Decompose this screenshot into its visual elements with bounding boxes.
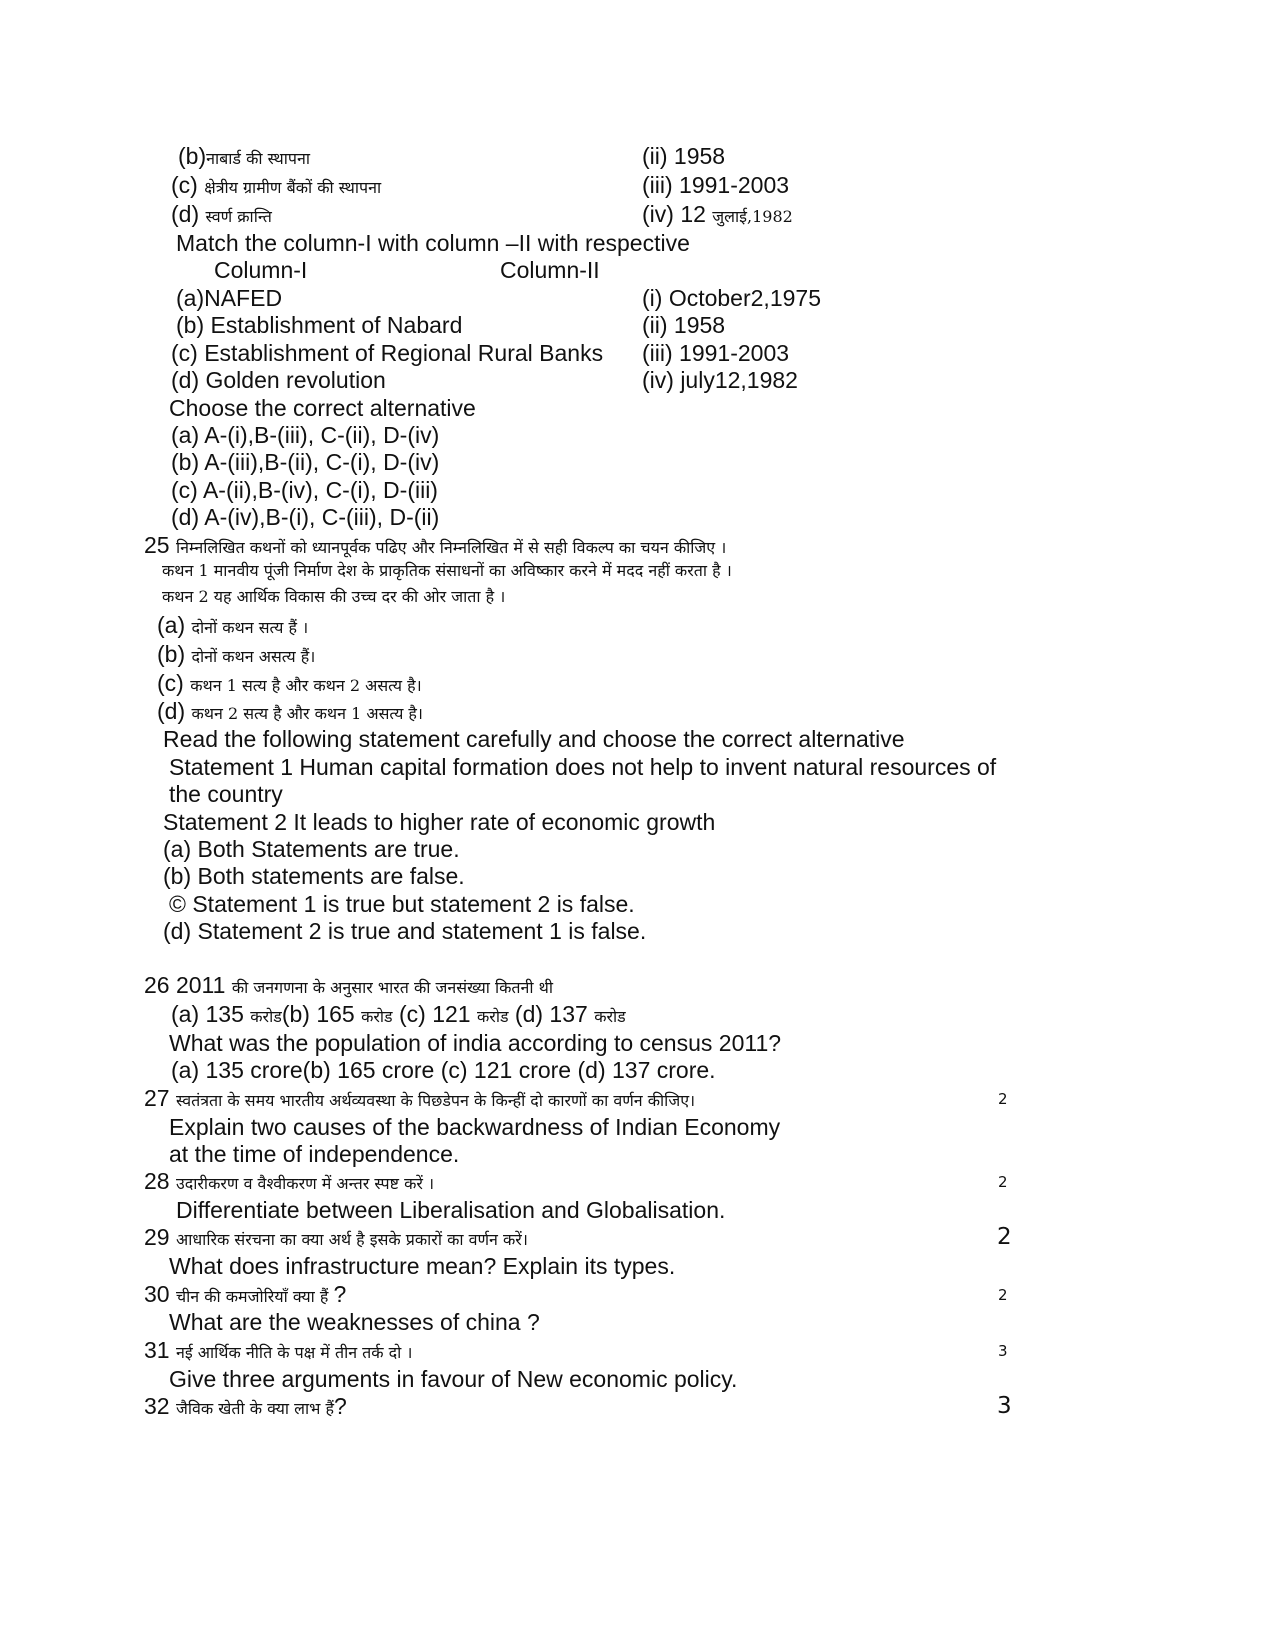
- q24-hindi-row-d-answer: (iv) 12 जुलाई,1982: [642, 201, 793, 227]
- q31-marks: 3: [998, 1342, 1008, 1360]
- q29-english-question: What does infrastructure mean? Explain its types.: [169, 1253, 676, 1279]
- q25-english-statement-1: Statement 1 Human capital formation does not help to invent natural resources of: [169, 754, 997, 780]
- q26-english-options: (a) 135 crore(b) 165 crore (c) 121 crore (d) 137 crore.: [171, 1057, 716, 1083]
- q25-hindi-option-d: (d) कथन 2 सत्य है और कथन 1 असत्य है।: [157, 698, 423, 724]
- q29-hindi-question: 29 आधारिक संरचना का क्या अर्थ है इसके प्रकारों का वर्णन करें।: [144, 1224, 528, 1250]
- q25-english-statement-1-cont: the country: [169, 781, 283, 807]
- q24-hindi-row-c-answer: (iii) 1991-2003: [642, 172, 790, 198]
- q24-hindi-row-b-answer: (ii) 1958: [642, 143, 726, 169]
- q31-english-question: Give three arguments in favour of New economic policy.: [169, 1366, 738, 1392]
- q24-english-row-a: (a)NAFED: [176, 285, 283, 311]
- q24-column-1-header: Column-I: [214, 257, 308, 283]
- q25-english-option-c: © Statement 1 is true but statement 2 is false.: [169, 891, 635, 917]
- q27-marks: 2: [998, 1090, 1008, 1108]
- q29-marks: 2: [997, 1224, 1012, 1250]
- q25-english-statement-2: Statement 2 It leads to higher rate of economic growth: [163, 809, 716, 835]
- q24-english-row-c: (c) Establishment of Regional Rural Banks: [171, 340, 604, 366]
- q24-english-row-b-answer: (ii) 1958: [642, 312, 726, 338]
- q25-hindi-option-b: (b) दोनों कथन असत्य हैं।: [157, 641, 316, 667]
- q28-hindi-question: 28 उदारीकरण व वैश्वीकरण में अन्तर स्पष्ट करें ।: [144, 1168, 435, 1194]
- q31-hindi-question: 31 नई आर्थिक नीति के पक्ष में तीन तर्क दो ।: [144, 1337, 413, 1363]
- q26-hindi-options: (a) 135 करोड(b) 165 करोड (c) 121 करोड (d) 137 करोड: [171, 1001, 626, 1027]
- q24-english-row-c-answer: (iii) 1991-2003: [642, 340, 790, 366]
- q25-hindi-option-c: (c) कथन 1 सत्य है और कथन 2 असत्य है।: [157, 670, 422, 696]
- q27-english-question: Explain two causes of the backwardness of Indian Economy: [169, 1114, 781, 1140]
- q24-option-a: (a) A-(i),B-(iii), C-(ii), D-(iv): [171, 422, 440, 448]
- q25-hindi-statement-2: कथन 2 यह आर्थिक विकास की उच्च दर की ओर जाता है ।: [162, 587, 506, 606]
- q28-english-question: Differentiate between Liberalisation and Globalisation.: [176, 1197, 726, 1223]
- q25-english-option-a: (a) Both Statements are true.: [163, 836, 460, 862]
- q24-english-row-a-answer: (i) October2,1975: [642, 285, 821, 311]
- q26-english-question: What was the population of india according to census 2011?: [169, 1030, 782, 1056]
- q24-instruction: Match the column-I with column –II with respective: [176, 230, 690, 256]
- q30-marks: 2: [998, 1286, 1008, 1304]
- q30-english-question: What are the weaknesses of china ?: [169, 1309, 540, 1335]
- q24-english-row-d-answer: (iv) july12,1982: [642, 367, 798, 393]
- q24-option-b: (b) A-(iii),B-(ii), C-(i), D-(iv): [171, 449, 440, 475]
- q24-hindi-row-c: (c) क्षेत्रीय ग्रामीण बैंकों की स्थापना: [171, 172, 382, 198]
- q25-hindi-statement-1: कथन 1 मानवीय पूंजी निर्माण देश के प्राकृतिक संसाधनों का अविष्कार करने में मदद नहीं करता है ।: [162, 561, 732, 580]
- q24-english-row-d: (d) Golden revolution: [171, 367, 386, 393]
- q24-option-c: (c) A-(ii),B-(iv), C-(i), D-(iii): [171, 477, 438, 503]
- q24-hindi-row-d: (d) स्वर्ण क्रान्ति: [171, 201, 272, 227]
- q25-english-option-b: (b) Both statements are false.: [163, 863, 465, 889]
- q25-hindi-option-a: (a) दोनों कथन सत्य हैं ।: [157, 612, 309, 638]
- q25-english-option-d: (d) Statement 2 is true and statement 1 is false.: [163, 918, 647, 944]
- q27-hindi-question: 27 स्वतंत्रता के समय भारतीय अर्थव्यवस्था के पिछडेपन के किन्हीं दो कारणों का वर्णन कीजिए।: [144, 1085, 696, 1111]
- q25-hindi-question: 25 निम्नलिखित कथनों को ध्यानपूर्वक पढिए और निम्नलिखित में से सही विकल्प का चयन कीजिए ।: [144, 532, 727, 558]
- q32-hindi-question: 32 जैविक खेती के क्या लाभ हैं?: [144, 1393, 347, 1419]
- q32-marks: 3: [997, 1393, 1012, 1419]
- q24-choose-instruction: Choose the correct alternative: [169, 395, 476, 421]
- q24-option-d: (d) A-(iv),B-(i), C-(iii), D-(ii): [171, 504, 440, 530]
- q27-english-question-cont: at the time of independence.: [169, 1141, 460, 1167]
- q28-marks: 2: [998, 1173, 1008, 1191]
- q26-hindi-question: 26 2011 की जनगणना के अनुसार भारत की जनसंख्या कितनी थी: [144, 972, 553, 998]
- q25-english-question: Read the following statement carefully and choose the correct alternative: [163, 726, 905, 752]
- q24-english-row-b: (b) Establishment of Nabard: [176, 312, 463, 338]
- q30-hindi-question: 30 चीन की कमजोरियाँ क्या हैं ?: [144, 1281, 347, 1307]
- q24-hindi-row-b: (b)नाबार्ड की स्थापना: [178, 143, 310, 169]
- q24-column-2-header: Column-II: [500, 257, 600, 283]
